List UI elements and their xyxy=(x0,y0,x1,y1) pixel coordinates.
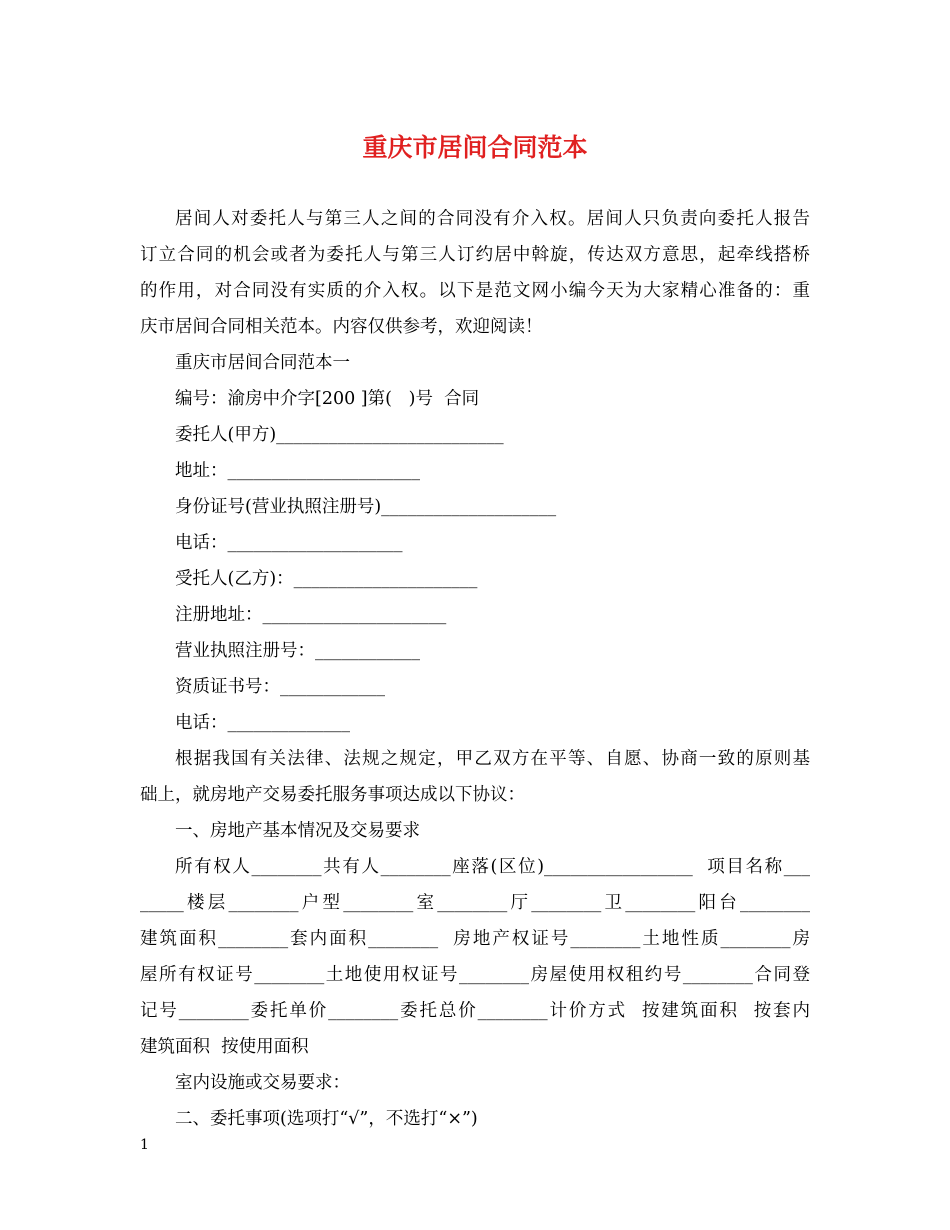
field-license-number: 营业执照注册号：____________ xyxy=(175,641,420,661)
intro-line-4: 庆市居间合同相关范本。内容仅供参考，欢迎阅读！ xyxy=(140,317,543,337)
field-address: 地址：______________________ xyxy=(175,461,420,481)
document-title: 重庆市居间合同范本 xyxy=(362,133,588,162)
clause-two-heading: 二、委托事项(选项打“√”，不选打“×”) xyxy=(175,1109,478,1129)
facilities-line: 室内设施或交易要求： xyxy=(175,1073,350,1093)
document-body xyxy=(140,201,810,1137)
clause-one-line-1: 所有权人________共有人________座落(区位)_________________ 项目名称___ xyxy=(175,857,810,877)
agreement-line-1: 根据我国有关法律、法规之规定，甲乙双方在平等、自愿、协商一致的原则基 xyxy=(175,749,810,769)
intro-line-2: 订立合同的机会或者为委托人与第三人订约居中斡旋，传达双方意思，起牵线搭桥 xyxy=(140,245,810,265)
agreement-line-2: 础上，就房地产交易委托服务事项达成以下协议： xyxy=(140,785,525,805)
field-client: 委托人(甲方)__________________________ xyxy=(175,425,504,445)
clause-one-line-5: 记号________委托单价________委托总价________计价方式 按建筑面积 按套内 xyxy=(140,1001,810,1021)
field-id-number: 身份证号(营业执照注册号)____________________ xyxy=(175,497,557,517)
intro-line-1: 居间人对委托人与第三人之间的合同没有介入权。居间人只负责向委托人报告 xyxy=(175,209,810,229)
intro-line-3: 的作用，对合同没有实质的介入权。以下是范文网小编今天为大家精心准备的：重 xyxy=(140,281,810,301)
field-certificate-number: 资质证书号：____________ xyxy=(175,677,385,697)
field-registered-address: 注册地址：_____________________ xyxy=(175,605,447,625)
page-number: 1 xyxy=(140,1137,149,1153)
clause-one-line-3: 建筑面积________套内面积________ 房地产权证号________土地性质________房 xyxy=(140,929,810,949)
contract-number: 编号：渝房中介字[200 ]第( )号 合同 xyxy=(175,389,480,409)
clause-one-line-2: _____楼层________户型________室________厅________卫________阳台________ xyxy=(140,893,810,913)
field-phone-client: 电话：____________________ xyxy=(175,533,403,553)
clause-one-heading: 一、房地产基本情况及交易要求 xyxy=(175,821,420,841)
field-agent: 受托人(乙方)：_____________________ xyxy=(175,569,478,589)
section-heading: 重庆市居间合同范本一 xyxy=(175,353,350,373)
clause-one-line-4: 屋所有权证号________土地使用权证号________房屋使用权租约号________合同登 xyxy=(140,965,810,985)
field-phone-agent: 电话：______________ xyxy=(175,713,350,733)
clause-one-line-6: 建筑面积 按使用面积 xyxy=(140,1037,309,1057)
